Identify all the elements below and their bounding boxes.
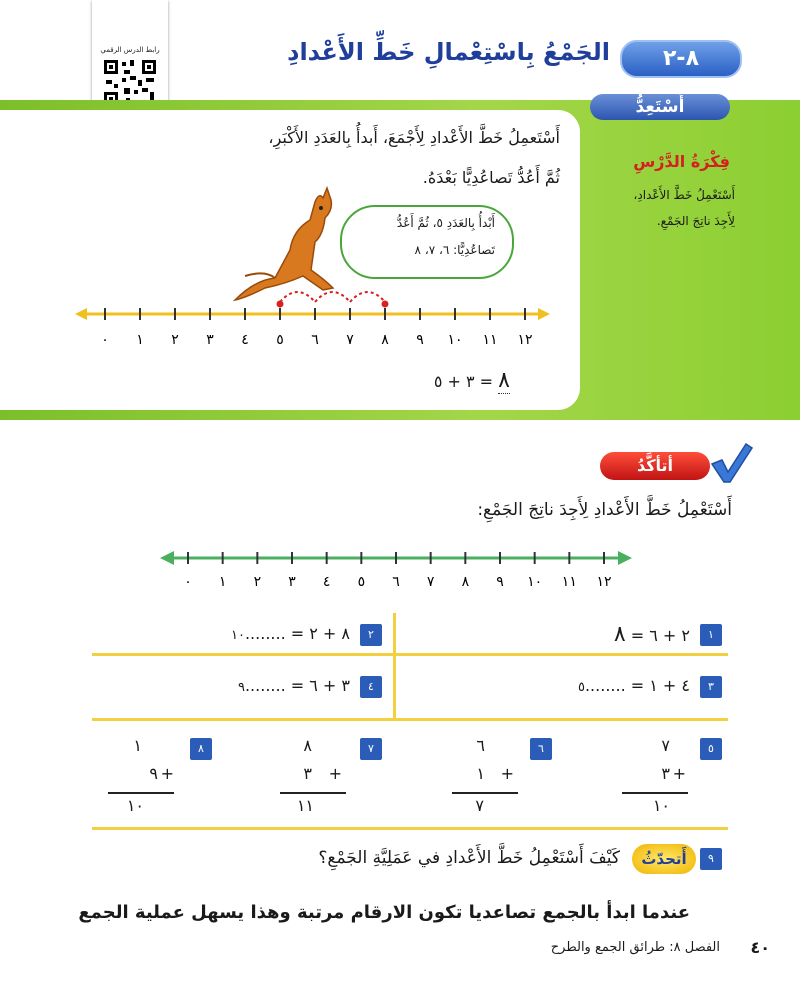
number-line-label: ١ — [218, 574, 227, 590]
sum-line — [452, 792, 518, 794]
vertical-top: ١ — [133, 736, 142, 755]
number-line-label: ١٢ — [517, 332, 533, 348]
vertical-bottom: ٣ — [303, 764, 312, 783]
prepare-number-line — [75, 280, 550, 360]
problem-expression: ٣ + ٦ = ........ — [244, 676, 350, 695]
problem-2 — [180, 624, 350, 643]
jump-arc — [315, 292, 350, 302]
number-line-label: ٧ — [346, 332, 354, 348]
number-line-label: ٦ — [311, 332, 319, 348]
sum-line — [622, 792, 688, 794]
number-line-label: ١ — [136, 332, 144, 348]
chapter-title: الفصل ٨: طرائق الجمع والطرح — [550, 940, 720, 955]
problem-number: ٦ — [530, 738, 552, 760]
vertical-result: ٧ — [475, 796, 484, 815]
vertical-top: ٨ — [303, 736, 312, 755]
vertical-result: ١١ — [296, 796, 314, 815]
checkmark-icon — [708, 440, 754, 486]
number-line-label: ٢ — [253, 574, 262, 590]
number-line-label: ٢ — [171, 332, 179, 348]
jump-arc — [350, 292, 385, 302]
lesson-number-badge: ٨-٢ — [620, 40, 742, 78]
lesson-title: الجَمْعُ بِاسْتِعْمالِ خَطِّ الأَعْدادِ — [287, 38, 610, 66]
equation-answer: ٨ — [498, 368, 510, 393]
problem-number: ٢ — [360, 624, 382, 646]
talk-label: أَتحدّثُ — [632, 844, 696, 874]
qr-title: رابط الدرس الرقمي — [100, 46, 160, 54]
number-line-label: ١٠ — [527, 574, 543, 590]
number-line-label: ١٢ — [596, 574, 612, 590]
plus-sign: + — [160, 764, 174, 783]
jump-point — [382, 301, 389, 308]
check-label: أتأكَّدُ — [600, 452, 710, 480]
vertical-result: ١٠ — [126, 796, 144, 815]
number-line-label: ٧ — [426, 574, 435, 590]
vertical-bottom: ١ — [476, 764, 485, 783]
vertical-top: ٦ — [476, 736, 485, 755]
number-line-label: ٨ — [381, 332, 389, 348]
vertical-result: ١٠ — [652, 796, 670, 815]
problem-number: ٤ — [360, 676, 382, 698]
problem-number: ٧ — [360, 738, 382, 760]
number-line-label: ٣ — [206, 332, 214, 348]
prepare-equation — [380, 368, 510, 394]
vertical-bottom: ٩ — [149, 764, 158, 783]
problem-number: ٣ — [700, 676, 722, 698]
jump-arc — [280, 292, 315, 302]
number-line-label: ٥ — [357, 574, 366, 590]
problem-answer: ٩ — [237, 680, 245, 695]
problem-expression: ٤ + ١ = ........ — [584, 676, 690, 695]
page-number: ٤٠ — [750, 938, 770, 957]
number-line-label: ٣ — [288, 574, 296, 590]
problem-4 — [180, 676, 350, 695]
number-line-label: ٥ — [276, 332, 284, 348]
plus-sign: + — [500, 764, 514, 783]
jump-point — [277, 301, 284, 308]
grid-divider — [92, 653, 728, 656]
number-line-label: ١١ — [482, 332, 498, 348]
prepare-instruction: أَسْتَعمِلُ خَطَّ الأَعْدادِ لِأَجْمَعَ، أَبدأُ بِالعَدَدِ الأَكْبَرِ، — [268, 128, 560, 147]
number-line-label: ٦ — [392, 574, 400, 590]
number-line-label: ٩ — [416, 332, 424, 348]
problem-number: ٥ — [700, 738, 722, 760]
number-line-label: ١٠ — [447, 332, 463, 348]
sum-line — [108, 792, 174, 794]
problem-answer: ٨ — [613, 622, 626, 647]
bubble-text: أَبْدأُ بِالعَدَدِ ٥، ثُمَّ أَعُدُّ — [396, 216, 495, 230]
problem-number: ١ — [700, 624, 722, 646]
vertical-bottom: ٣ — [661, 764, 670, 783]
talk-question: كَيْفَ أَسْتَعْمِلُ خَطَّ الأَعْدادِ في عَمَلِيَّةِ الجَمْعِ؟ — [318, 848, 620, 868]
equation-expression: = ٣ + ٥ — [433, 372, 494, 391]
problem-1 — [560, 622, 690, 647]
grid-divider — [92, 718, 728, 721]
lesson-idea-title: فِكْرَةُ الدَّرْسِ — [633, 152, 730, 171]
grid-divider — [393, 613, 396, 718]
prepare-instruction: ثُمَّ أَعُدُّ تَصاعُدِيًّا بَعْدَهُ. — [422, 168, 560, 187]
problem-3 — [520, 676, 690, 695]
student-answer[interactable]: عندما ابدأ بالجمع تصاعديا تكون الارقام مرتبة وهذا يسهل عملية الجمع — [78, 902, 690, 923]
number-line-label: ٤ — [322, 574, 331, 590]
plus-sign: + — [672, 764, 686, 783]
lesson-idea-line: لِأَجِدَ ناتِجَ الجَمْعِ. — [656, 214, 735, 228]
problem-answer: ٥ — [577, 680, 585, 695]
problem-expression: ٢ + ٦ = — [625, 626, 690, 645]
plus-sign: + — [328, 764, 342, 783]
prepare-tab: أَسْتَعِدُّ — [590, 94, 730, 120]
problem-answer: ١٠ — [231, 628, 245, 643]
problem-number: ٨ — [190, 738, 212, 760]
bubble-text: تَصاعُدِيًّا: ٦، ٧، ٨ — [414, 243, 495, 257]
problem-number: ٩ — [700, 848, 722, 870]
vertical-top: ٧ — [661, 736, 670, 755]
sum-line — [280, 792, 346, 794]
grid-divider — [92, 827, 728, 830]
number-line-label: ٠ — [184, 574, 192, 590]
check-number-line — [160, 540, 632, 600]
number-line-label: ١١ — [561, 574, 577, 590]
problem-expression: ٨ + ٢ = ........ — [244, 624, 350, 643]
number-line-label: ٤ — [241, 332, 249, 348]
check-instruction: أَسْتَعْمِلُ خَطَّ الأَعْدادِ لِأَجِدَ ناتِجَ الجَمْعِ: — [477, 500, 732, 520]
number-line-label: ٠ — [101, 332, 109, 348]
number-line-label: ٩ — [496, 574, 504, 590]
number-line-label: ٨ — [461, 574, 470, 590]
lesson-idea-line: أَسْتَعْمِلُ خَطَّ الأَعْدادِ، — [633, 188, 735, 202]
